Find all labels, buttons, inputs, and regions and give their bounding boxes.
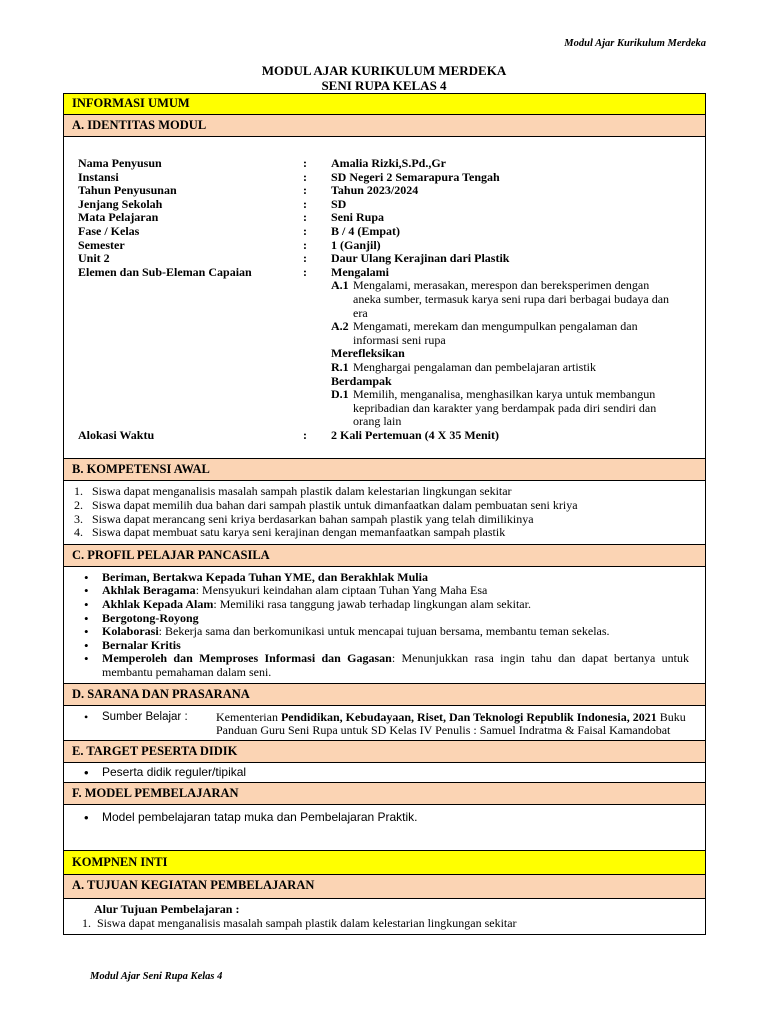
field-value: 1 (Ganjil) bbox=[331, 237, 381, 252]
field-label: Mata Pelajaran bbox=[78, 210, 159, 225]
title-line-1: MODUL AJAR KURIKULUM MERDEKA bbox=[261, 63, 507, 78]
identitas-row bbox=[78, 239, 697, 253]
sumber-belajar-value: Kementerian Pendidikan, Kebudayaan, Riset, Dan Teknologi Republik Indonesia, 2021 Buku Panduan Guru Seni Rupa untuk SD Kelas IV Penulis : Samuel Indratma & Faisal Kamandobat bbox=[216, 709, 686, 738]
field-value: Seni Rupa bbox=[331, 210, 385, 225]
profil-item bbox=[102, 652, 689, 679]
document-title bbox=[0, 63, 768, 93]
field-colon: : bbox=[303, 264, 307, 279]
identitas-row bbox=[78, 225, 697, 239]
profil-item-title: Akhlak Beragama bbox=[102, 583, 196, 598]
sumber-belajar bbox=[64, 706, 705, 740]
section-profil-pelajar: C. PROFIL PELAJAR PANCASILA bbox=[64, 545, 705, 567]
profil-item bbox=[102, 612, 689, 626]
bullet-icon: • bbox=[84, 709, 89, 724]
field-value: Daur Ulang Kerajinan dari Plastik bbox=[331, 251, 510, 266]
model-item: • Model pembelajaran tatap muka dan Pembelajaran Praktik. bbox=[102, 811, 689, 825]
field-label: Nama Penyusun bbox=[78, 156, 162, 170]
running-footer: Modul Ajar Seni Rupa Kelas 4 bbox=[90, 971, 223, 982]
section-tujuan-kegiatan: A. TUJUAN KEGIATAN PEMBELAJARAN bbox=[64, 875, 705, 899]
field-colon: : bbox=[303, 156, 307, 170]
elemen-r1: R.1 Menghargai pengalaman dan pembelajaran artistik bbox=[331, 359, 597, 374]
section-target-peserta: E. TARGET PESERTA DIDIK bbox=[64, 741, 705, 763]
tujuan-content bbox=[64, 899, 705, 933]
section-komponen-inti: KOMPNEN INTI bbox=[64, 851, 705, 875]
field-colon: : bbox=[303, 210, 307, 225]
identitas-row bbox=[78, 198, 697, 212]
field-colon: : bbox=[303, 196, 307, 211]
elemen-merefleksikan: Merefleksikan bbox=[331, 346, 405, 361]
kompetensi-item: 1. Siswa dapat menganalisis masalah sampah plastik dalam kelestarian lingkungan sekitar bbox=[86, 485, 697, 499]
kompetensi-content bbox=[64, 481, 705, 544]
identitas-row bbox=[78, 211, 697, 225]
title-line-2: SENI RUPA KELAS 4 bbox=[321, 78, 447, 93]
elemen-d1: D.1 Memilih, menganalisa, menghasilkan karya untuk membangun kepribadian dan karakter yang berdampak pada diri sendiri dan orang lain bbox=[331, 387, 657, 429]
field-label: Tahun Penyusunan bbox=[78, 183, 177, 198]
section-model-pembelajaran: F. MODEL PEMBELAJARAN bbox=[64, 783, 705, 805]
kompetensi-item: 3. Siswa dapat merancang seni kriya berdasarkan bahan sampah plastik yang telah dimilikinya bbox=[86, 513, 697, 527]
profil-item-title: Bergotong-Royong bbox=[102, 610, 199, 625]
target-content bbox=[64, 763, 705, 784]
field-colon: : bbox=[303, 237, 307, 252]
section-informasi-umum: INFORMASI UMUM bbox=[64, 94, 705, 115]
identitas-row bbox=[78, 252, 697, 266]
field-value: Amalia Rizki,S.Pd.,Gr bbox=[331, 156, 447, 170]
identitas-row bbox=[78, 157, 697, 171]
kompetensi-item: 2. Siswa dapat memilih dua bahan dari sampah plastik untuk dimanfaatkan dalam pembuatan seni kriya bbox=[86, 499, 697, 513]
elemen-a1: A.1 Mengalami, merasakan, merespon dan bereksperimen dengan aneka sumber, termasuk karya seni rupa dari berbagai budaya dan era bbox=[331, 278, 670, 320]
elemen-berdampak: Berdampak bbox=[331, 373, 392, 388]
field-label: Elemen dan Sub-Eleman Capaian bbox=[78, 264, 252, 279]
profil-item-desc: : Memiliki rasa tanggung jawab terhadap lingkungan alam sekitar. bbox=[213, 597, 531, 612]
field-label: Fase / Kelas bbox=[78, 223, 140, 238]
field-value: SD Negeri 2 Semarapura Tengah bbox=[331, 169, 500, 184]
identitas-row bbox=[78, 171, 697, 185]
profil-content bbox=[64, 567, 705, 684]
profil-item-title: Bernalar Kritis bbox=[102, 637, 181, 652]
section-identitas-modul: A. IDENTITAS MODUL bbox=[64, 115, 705, 137]
field-label: Semester bbox=[78, 237, 125, 252]
identitas-content bbox=[64, 137, 705, 459]
field-value: Mengalami bbox=[331, 264, 389, 279]
profil-item-desc: : Mensyukuri keindahan alam ciptaan Tuhan Yang Maha Esa bbox=[195, 583, 488, 598]
sarana-content bbox=[64, 706, 705, 741]
profil-item bbox=[102, 598, 689, 612]
profil-item-desc: : Menunjukkan rasa ingin tahu dan dapat bertanya untuk membantu pemahaman dalam seni. bbox=[102, 651, 690, 679]
model-content bbox=[64, 805, 705, 851]
alokasi-waktu-row: Alokasi Waktu : 2 Kali Pertemuan (4 X 35 Menit) bbox=[78, 427, 499, 442]
profil-list bbox=[64, 567, 705, 683]
field-colon: : bbox=[303, 223, 307, 238]
profil-item bbox=[102, 625, 689, 639]
kompetensi-list bbox=[64, 481, 705, 543]
field-colon: : bbox=[303, 251, 307, 266]
profil-item-title: Kolaborasi bbox=[102, 624, 159, 639]
profil-item bbox=[102, 639, 689, 653]
field-value: B / 4 (Empat) bbox=[331, 223, 400, 238]
identitas-row bbox=[78, 184, 697, 198]
sumber-belajar-label: Sumber Belajar : bbox=[102, 710, 188, 723]
elemen-a2: A.2 Mengamati, merekam dan mengumpulkan pengalaman dan informasi seni rupa bbox=[331, 319, 638, 347]
profil-item bbox=[102, 571, 689, 585]
field-colon: : bbox=[303, 183, 307, 198]
field-colon: : bbox=[303, 169, 307, 184]
alur-tujuan-heading: Alur Tujuan Pembelajaran : bbox=[94, 902, 240, 917]
alur-tujuan-item: 1. Siswa dapat menganalisis masalah sampah plastik dalam kelestarian lingkungan sekitar bbox=[82, 915, 517, 930]
profil-item-title: Memperoleh dan Memproses Informasi dan Gagasan bbox=[102, 651, 392, 666]
field-label: Jenjang Sekolah bbox=[78, 196, 163, 211]
field-label: Unit 2 bbox=[78, 251, 110, 266]
profil-item bbox=[102, 584, 689, 598]
section-sarana-prasarana: D. SARANA DAN PRASARANA bbox=[64, 684, 705, 706]
kompetensi-item: 4. Siswa dapat membuat satu karya seni kerajinan dengan memanfaatkan sampah plastik bbox=[86, 526, 697, 540]
running-header: Modul Ajar Kurikulum Merdeka bbox=[564, 38, 706, 49]
field-value: Tahun 2023/2024 bbox=[331, 183, 419, 198]
identitas-row bbox=[78, 266, 697, 280]
profil-item-title: Beriman, Bertakwa Kepada Tuhan YME, dan Berakhlak Mulia bbox=[102, 569, 428, 584]
module-table bbox=[63, 93, 706, 935]
identitas-fields bbox=[78, 157, 697, 279]
target-item: • Peserta didik reguler/tipikal bbox=[102, 766, 689, 780]
profil-item-desc: : Bekerja sama dan berkomunikasi untuk mencapai tujuan bersama, membantu teman sekelas. bbox=[158, 624, 610, 639]
field-label: Instansi bbox=[78, 169, 119, 184]
section-kompetensi-awal: B. KOMPETENSI AWAL bbox=[64, 459, 705, 481]
field-value: SD bbox=[331, 196, 347, 211]
profil-item-title: Akhlak Kepada Alam bbox=[102, 597, 214, 612]
